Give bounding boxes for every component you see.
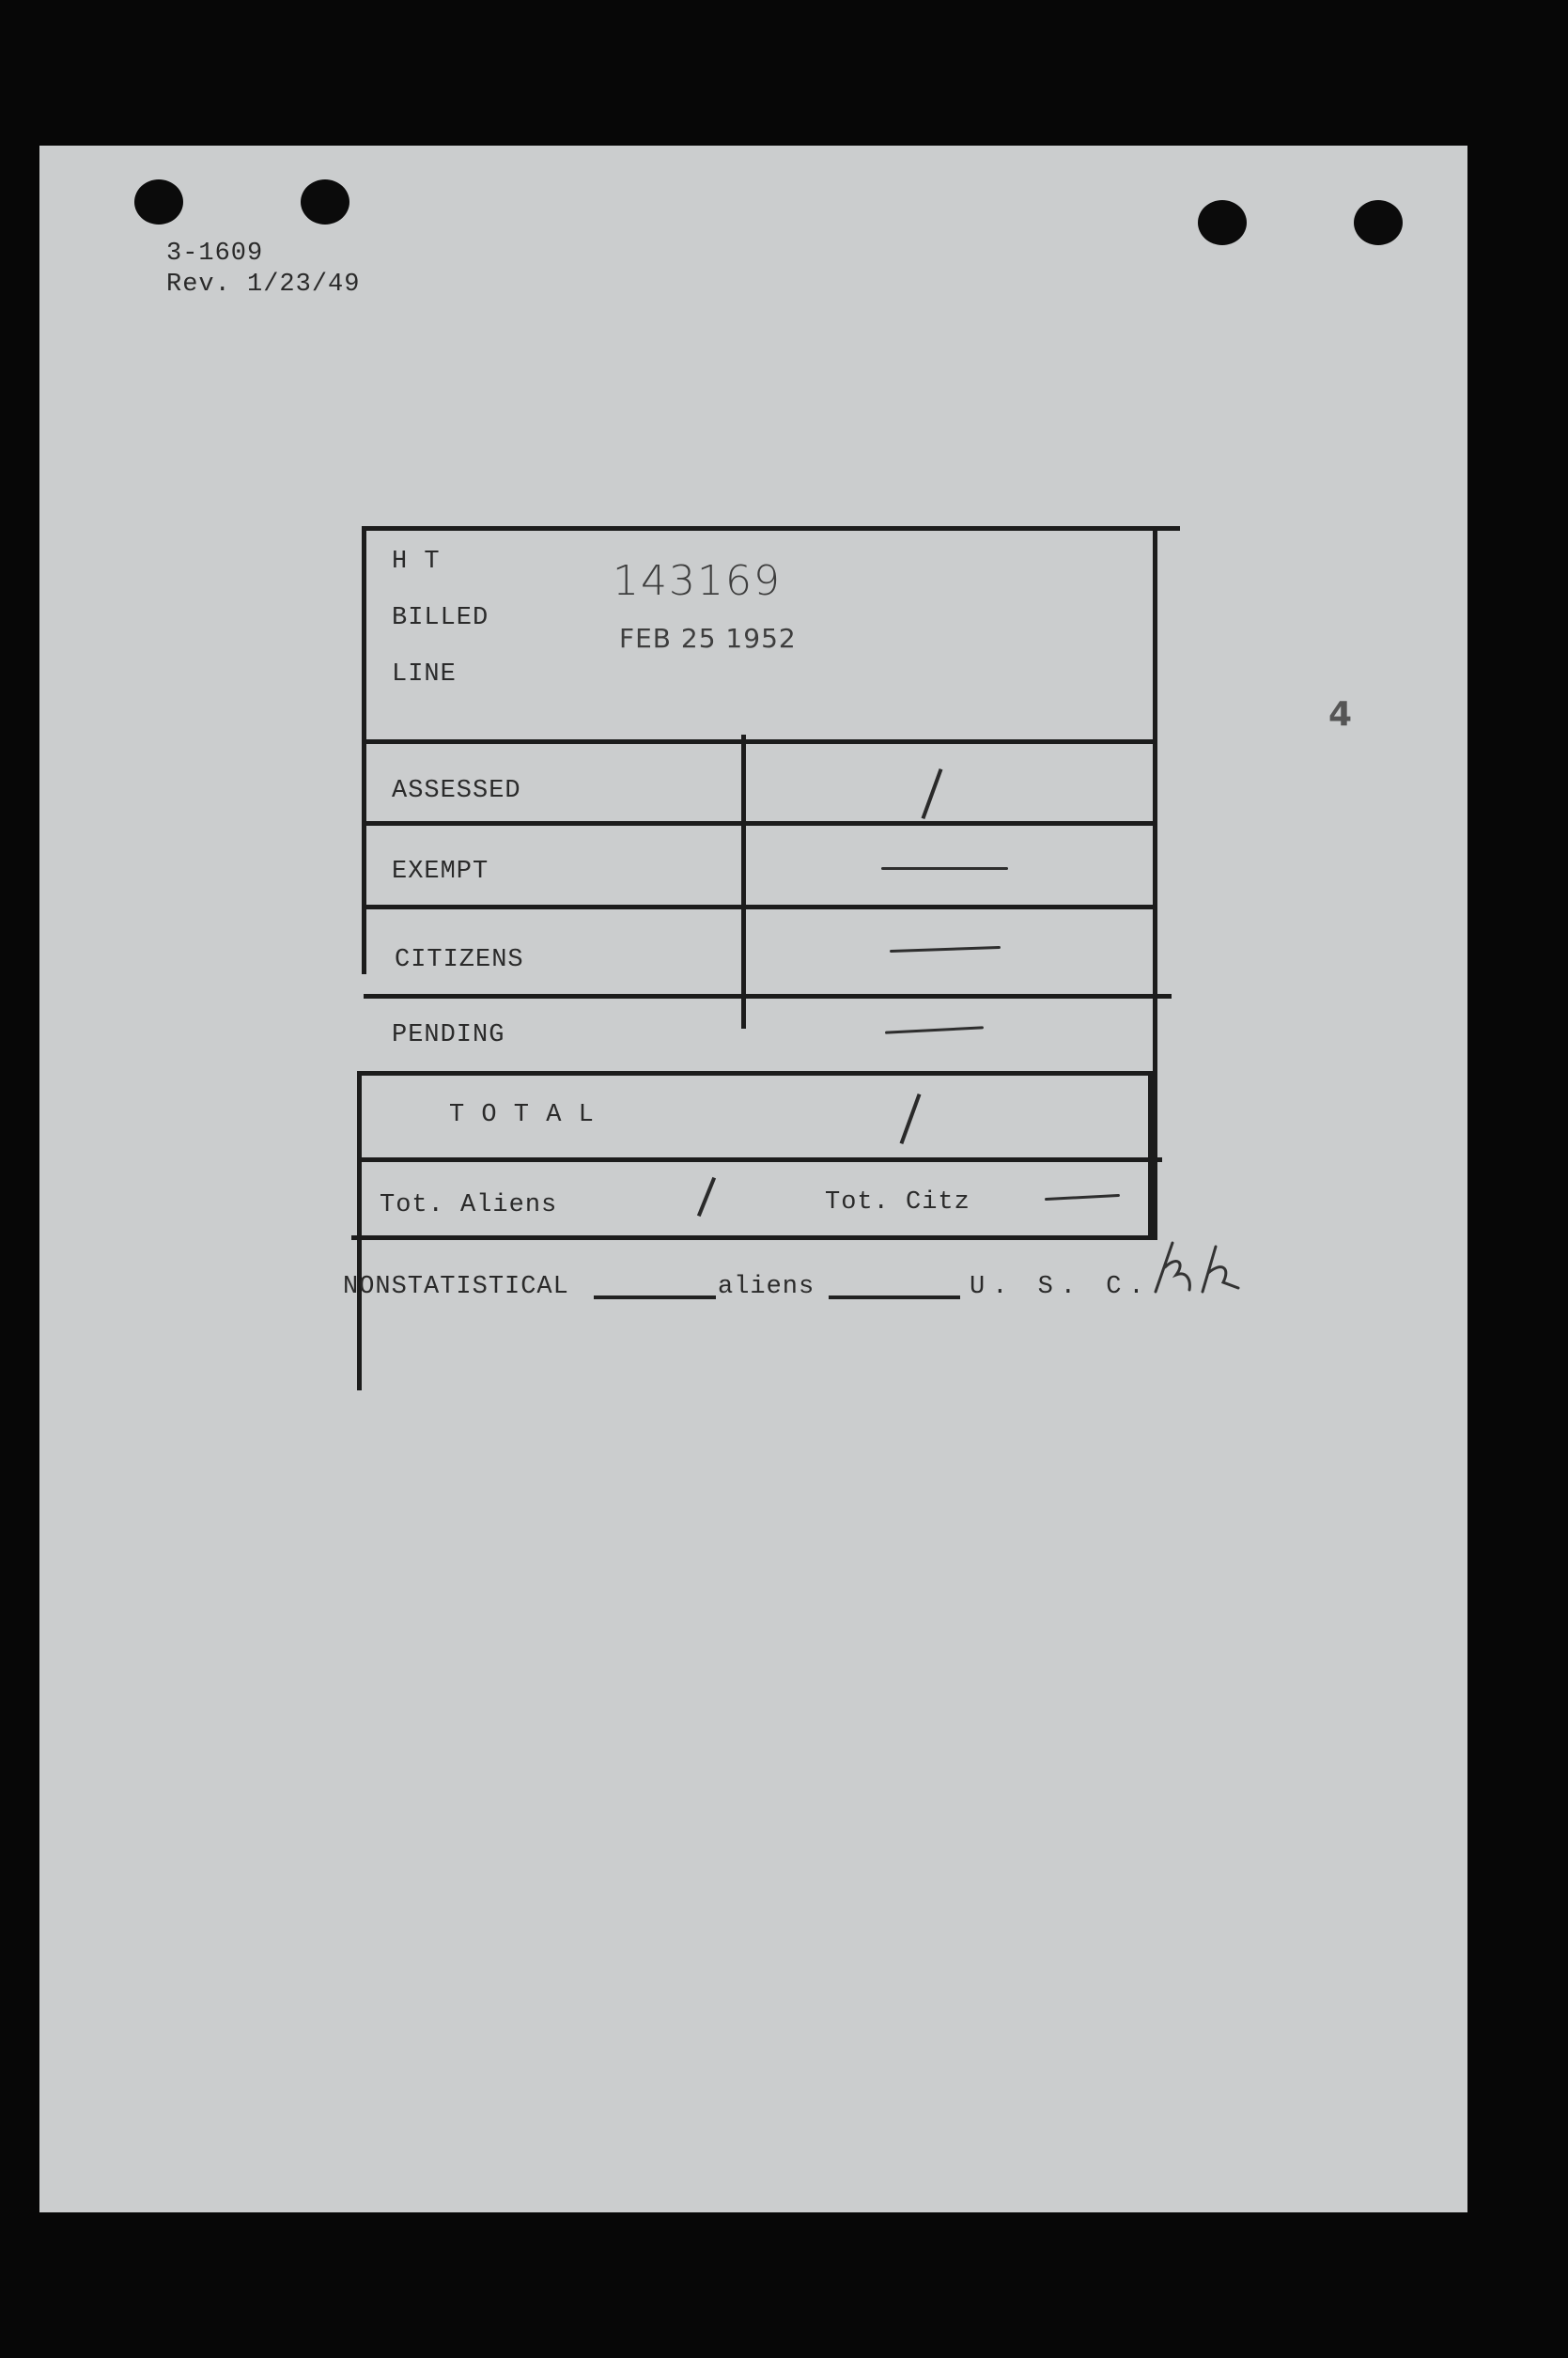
form-revision: Rev. 1/23/49 <box>166 271 361 299</box>
row-divider <box>364 821 1157 826</box>
margin-mark: 4 <box>1328 695 1353 734</box>
punch-hole-icon <box>134 179 183 225</box>
row-divider <box>359 1157 1162 1162</box>
document-sheet <box>39 146 1467 2212</box>
row-label-citizens: CITIZENS <box>395 946 524 974</box>
punch-hole-icon <box>301 179 349 225</box>
row-label-pending: PENDING <box>392 1021 505 1049</box>
row-divider <box>359 1071 1157 1076</box>
pending-value <box>885 1026 984 1033</box>
tot-aliens-value <box>697 1177 716 1217</box>
box-right-border <box>1153 526 1157 1239</box>
row-divider <box>364 905 1157 909</box>
serial-stamp: 143169 <box>613 557 782 605</box>
usc-label: U. S. C. <box>970 1273 1152 1301</box>
total-label: T O T A L <box>449 1101 595 1129</box>
form-number: 3-1609 <box>166 240 264 268</box>
punch-hole-icon <box>1354 200 1403 245</box>
box-bottom-border <box>351 1235 1157 1240</box>
assessed-value <box>922 768 943 819</box>
row-label-exempt: EXEMPT <box>392 858 489 886</box>
tot-cit-value <box>1045 1194 1120 1201</box>
row-divider <box>364 994 1172 999</box>
tot-cit-label: Tot. Citz <box>825 1188 970 1217</box>
box-right-border-lower <box>1148 1071 1153 1240</box>
total-value <box>900 1094 922 1144</box>
box-left-border-lower <box>357 1071 362 1390</box>
nonstatistical-rule <box>594 1295 716 1299</box>
row-divider <box>364 739 1157 744</box>
exempt-value <box>881 867 1008 870</box>
citizens-value <box>890 946 1001 953</box>
column-divider <box>741 735 746 1029</box>
label-ht: H T <box>392 548 441 576</box>
punch-hole-icon <box>1198 200 1247 245</box>
tot-aliens-label: Tot. Aliens <box>380 1191 558 1219</box>
date-stamp: FEB 25 1952 <box>619 623 797 654</box>
aliens-rule <box>829 1295 960 1299</box>
box-top-border <box>364 526 1180 531</box>
label-billed: BILLED <box>392 604 489 632</box>
nonstatistical-label: NONSTATISTICAL <box>343 1273 569 1301</box>
initials-signature <box>1148 1235 1251 1301</box>
label-line: LINE <box>392 660 457 689</box>
row-label-assessed: ASSESSED <box>392 777 521 805</box>
aliens-label: aliens <box>718 1273 815 1301</box>
